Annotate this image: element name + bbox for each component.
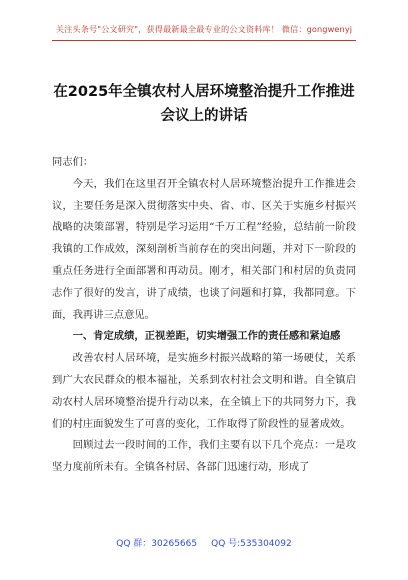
section-heading-1: 一、肯定成绩，正视差距，切实增强工作的责任感和紧迫感 [72, 330, 341, 343]
footer-qq-number: QQ 号:535304092 [211, 539, 292, 549]
body-paragraph-1: 今天，我们在这里召开全镇农村人居环境整治提升工作推进会议，主要任务是深入贯彻落实中央、省、市、区关于实施乡村振兴战略的决策部署，特别是学习运用“千万工程”经验，总结前一阶段我镇的工作成效，深刻剖析当前存在的突出问题，并对下一阶段的重点任务进行全面部署和再动员。刚才，相关部门和村居的负责同志作了很好的发言，讲了成绩，也谈了问题和打算，我都同意。下面，我再讲三点意见。 [52, 177, 356, 321]
body-paragraph-2: 改善农村人居环境，是实施乡村振兴战略的第一场硬仗，关系到广大农民群众的根本福祉，关系到农村社会文明和谐。自全镇启动农村人居环境整治提升行动以来，在全镇上下的共同努力下，我们的村庄面貌发生了可喜的变化，工作取得了阶段性的显著成效。 [52, 352, 356, 430]
document-title: 在2025年全镇农村人居环境整治提升工作推进会议上的讲话 [53, 84, 355, 124]
header-divider [52, 40, 356, 41]
footer-qq-group: QQ 群：30265665 [116, 539, 198, 549]
body-paragraph-3: 回顾过去一段时间的工作，我们主要有以下几个亮点：一是攻坚力度前所未有。全镇各村居、各部门迅速行动，形成了 [52, 439, 356, 474]
salutation: 同志们： [52, 156, 94, 168]
footer-contact [0, 536, 408, 549]
document-body [52, 152, 356, 479]
header-promo-note: 关注头条号"公文研究"，获得最新最全最专业的公文资料库！ 微信：gongwenyj [55, 24, 353, 34]
